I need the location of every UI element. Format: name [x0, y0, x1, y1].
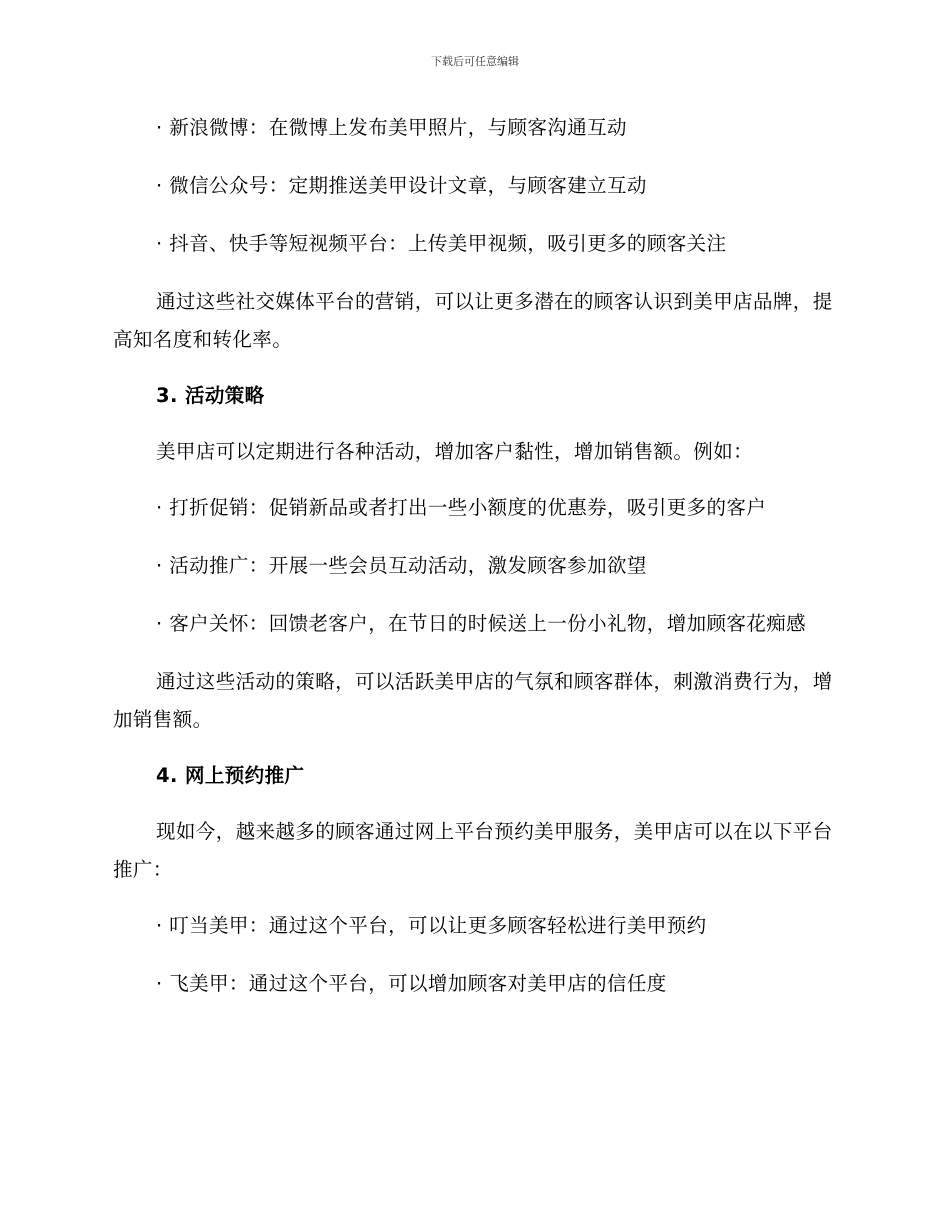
document-body	[113, 109, 835, 1023]
bullet-wechat: · 微信公众号：定期推送美甲设计文章，与顾客建立互动	[156, 174, 647, 197]
bullet-feimeijia: · 飞美甲：通过这个平台，可以增加顾客对美甲店的信任度	[156, 972, 667, 995]
bullet-discount-promotion: · 打折促销：促销新品或者打出一些小额度的优惠券，吸引更多的客户	[156, 496, 767, 519]
paragraph-online-booking-intro: 现如今，越来越多的顾客通过网上平台预约美甲服务，美甲店可以在以下平台推广：	[113, 820, 833, 881]
bullet-dingdang: · 叮当美甲：通过这个平台，可以让更多顾客轻松进行美甲预约	[156, 914, 707, 937]
page-header: 下载后可任意编辑	[431, 55, 519, 68]
section-heading-activity-strategy: 3. 活动策略	[156, 384, 265, 407]
bullet-weibo: · 新浪微博：在微博上发布美甲照片，与顾客沟通互动	[156, 116, 627, 139]
bullet-event-promotion: · 活动推广：开展一些会员互动活动，激发顾客参加欲望	[156, 554, 647, 577]
paragraph-social-media-summary: 通过这些社交媒体平台的营销，可以让更多潜在的顾客认识到美甲店品牌，提高知名度和转化率。	[113, 290, 833, 351]
bullet-short-video: · 抖音、快手等短视频平台：上传美甲视频，吸引更多的顾客关注	[156, 232, 727, 255]
section-heading-online-booking: 4. 网上预约推广	[156, 764, 305, 787]
paragraph-activity-summary: 通过这些活动的策略，可以活跃美甲店的气氛和顾客群体，刺激消费行为，增加销售额。	[113, 670, 833, 731]
bullet-customer-care: · 客户关怀：回馈老客户，在节日的时候送上一份小礼物，增加顾客花痴感	[156, 612, 806, 635]
paragraph-activity-intro: 美甲店可以定期进行各种活动，增加客户黏性，增加销售额。例如：	[156, 440, 754, 463]
